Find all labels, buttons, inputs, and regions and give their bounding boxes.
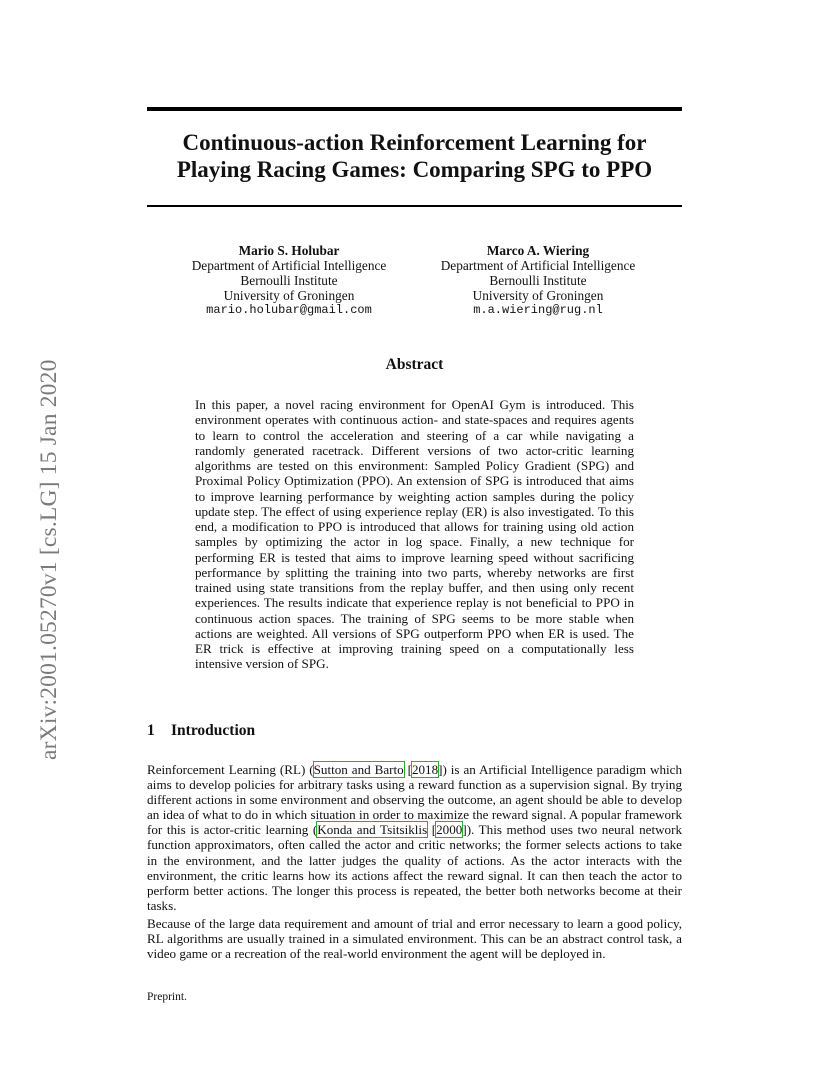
- text-span: ) is an Artificial Intelligence paradigm which aims to develop policies for arbitrary tasks using a reward function as a supervision signal. By trying different actions in some environment and observing the outcome, an agent should be able to develop an idea of what to do in which situation in order to maximize the reward signal. A popular framework for this is actor-critic learning (: [147, 762, 682, 838]
- footer-note: Preprint.: [147, 991, 187, 1003]
- author-block: [418, 243, 658, 318]
- text-span: ). This method uses two neural network function approximators, often called the actor and critic networks; the former selects actions to take in the environment, and the latter judges the quality of actions. As the actor interacts with the environment, the critic learns how its actions affect the reward signal. It can then teach the actor to perform better actions. The longer this process is repeated, the better both networks become at their tasks.: [147, 822, 682, 913]
- author-university: University of Groningen: [472, 288, 604, 303]
- title-top-rule: [147, 107, 682, 111]
- citation-link-year[interactable]: 2000: [436, 822, 463, 838]
- citation-link-year[interactable]: 2018: [411, 762, 439, 777]
- intro-paragraph-1: Reinforcement Learning (RL) (Sutton and Barto [2018]) is an Artificial Intelligence paradigm which aims to develop policies for arbitrary tasks using a reward function as a supervision signal. By trying different actions in some environment and observing the outcome, an agent should be able to develop an idea of what to do in which situation in order to maximize the reward signal. A popular framework for this is actor-critic learning (Konda and Tsitsiklis [2000]). This method uses two neural network function approximators, often called the actor and critic networks; the former selects actions to take in the environment, and the latter judges the quality of actions. As the actor interacts with the environment, the critic learns how its actions affect the reward signal. It can then teach the actor to perform better actions. The longer this process is repeated, the better both networks become at their tasks.: [147, 762, 682, 913]
- author-department: Department of Artificial Intelligence: [440, 258, 636, 273]
- citation-link-author[interactable]: Konda and Tsitsiklis: [317, 822, 428, 838]
- section-number: 1: [147, 722, 155, 739]
- author-block: [169, 243, 409, 318]
- arxiv-identifier: arXiv:2001.05270v1 [cs.LG] 15 Jan 2020: [36, 359, 62, 760]
- abstract-heading: Abstract: [385, 356, 444, 373]
- author-institute: Bernoulli Institute: [489, 273, 587, 288]
- author-name: Mario S. Holubar: [238, 243, 340, 258]
- title-bottom-rule: [147, 205, 682, 207]
- citation-link-author[interactable]: Sutton and Barto: [313, 762, 404, 777]
- author-email: m.a.wiering@rug.nl: [473, 303, 603, 317]
- abstract-text: In this paper, a novel racing environment for OpenAI Gym is introduced. This environment operates with continuous action- and state-spaces and requires agents to learn to control the acceleration and steering of a car while navigating a randomly generated racetrack. Different versions of two actor-critic learning algorithms are tested on this environment: Sampled Policy Gradient (SPG) and Proximal Policy Optimization (PPO). An extension of SPG is introduced that aims to improve learning performance by weighting action samples during the policy update step. The effect of using experience replay (ER) is also investigated. To this end, a modification to PPO is introduced that allows for training using old action samples by optimizing the actor in log space. Finally, a new technique for performing ER is tested that aims to improve learning speed without sacrificing performance by splitting the training into two parts, whereby networks are first trained using state transitions from the replay buffer, and then using only recent experiences. The results indicate that experience replay is not beneficial to PPO in continuous action spaces. The training of SPG seems to be more stable when actions are weighted. All versions of SPG outperform PPO when ER is used. The ER trick is effective at improving training speed on a computationally less intensive version of SPG.: [195, 397, 634, 672]
- title-line-1: Continuous-action Reinforcement Learning for: [182, 130, 647, 155]
- author-email: mario.holubar@gmail.com: [206, 303, 372, 317]
- author-department: Department of Artificial Intelligence: [191, 258, 387, 273]
- section-title: Introduction: [171, 722, 256, 739]
- title-line-2: Playing Racing Games: Comparing SPG to PPO: [176, 157, 653, 182]
- text-span: Reinforcement Learning (RL) (: [147, 762, 314, 777]
- author-name: Marco A. Wiering: [486, 243, 590, 258]
- paper-title: [147, 129, 682, 183]
- section-heading: [147, 722, 255, 740]
- intro-paragraph-2: Because of the large data requirement and amount of trial and error necessary to learn a good policy, RL algorithms are usually trained in a simulated environment. This can be an abstract control task, a video game or a recreation of the real-world environment the agent will be deployed in.: [147, 916, 682, 962]
- author-institute: Bernoulli Institute: [240, 273, 338, 288]
- author-university: University of Groningen: [223, 288, 355, 303]
